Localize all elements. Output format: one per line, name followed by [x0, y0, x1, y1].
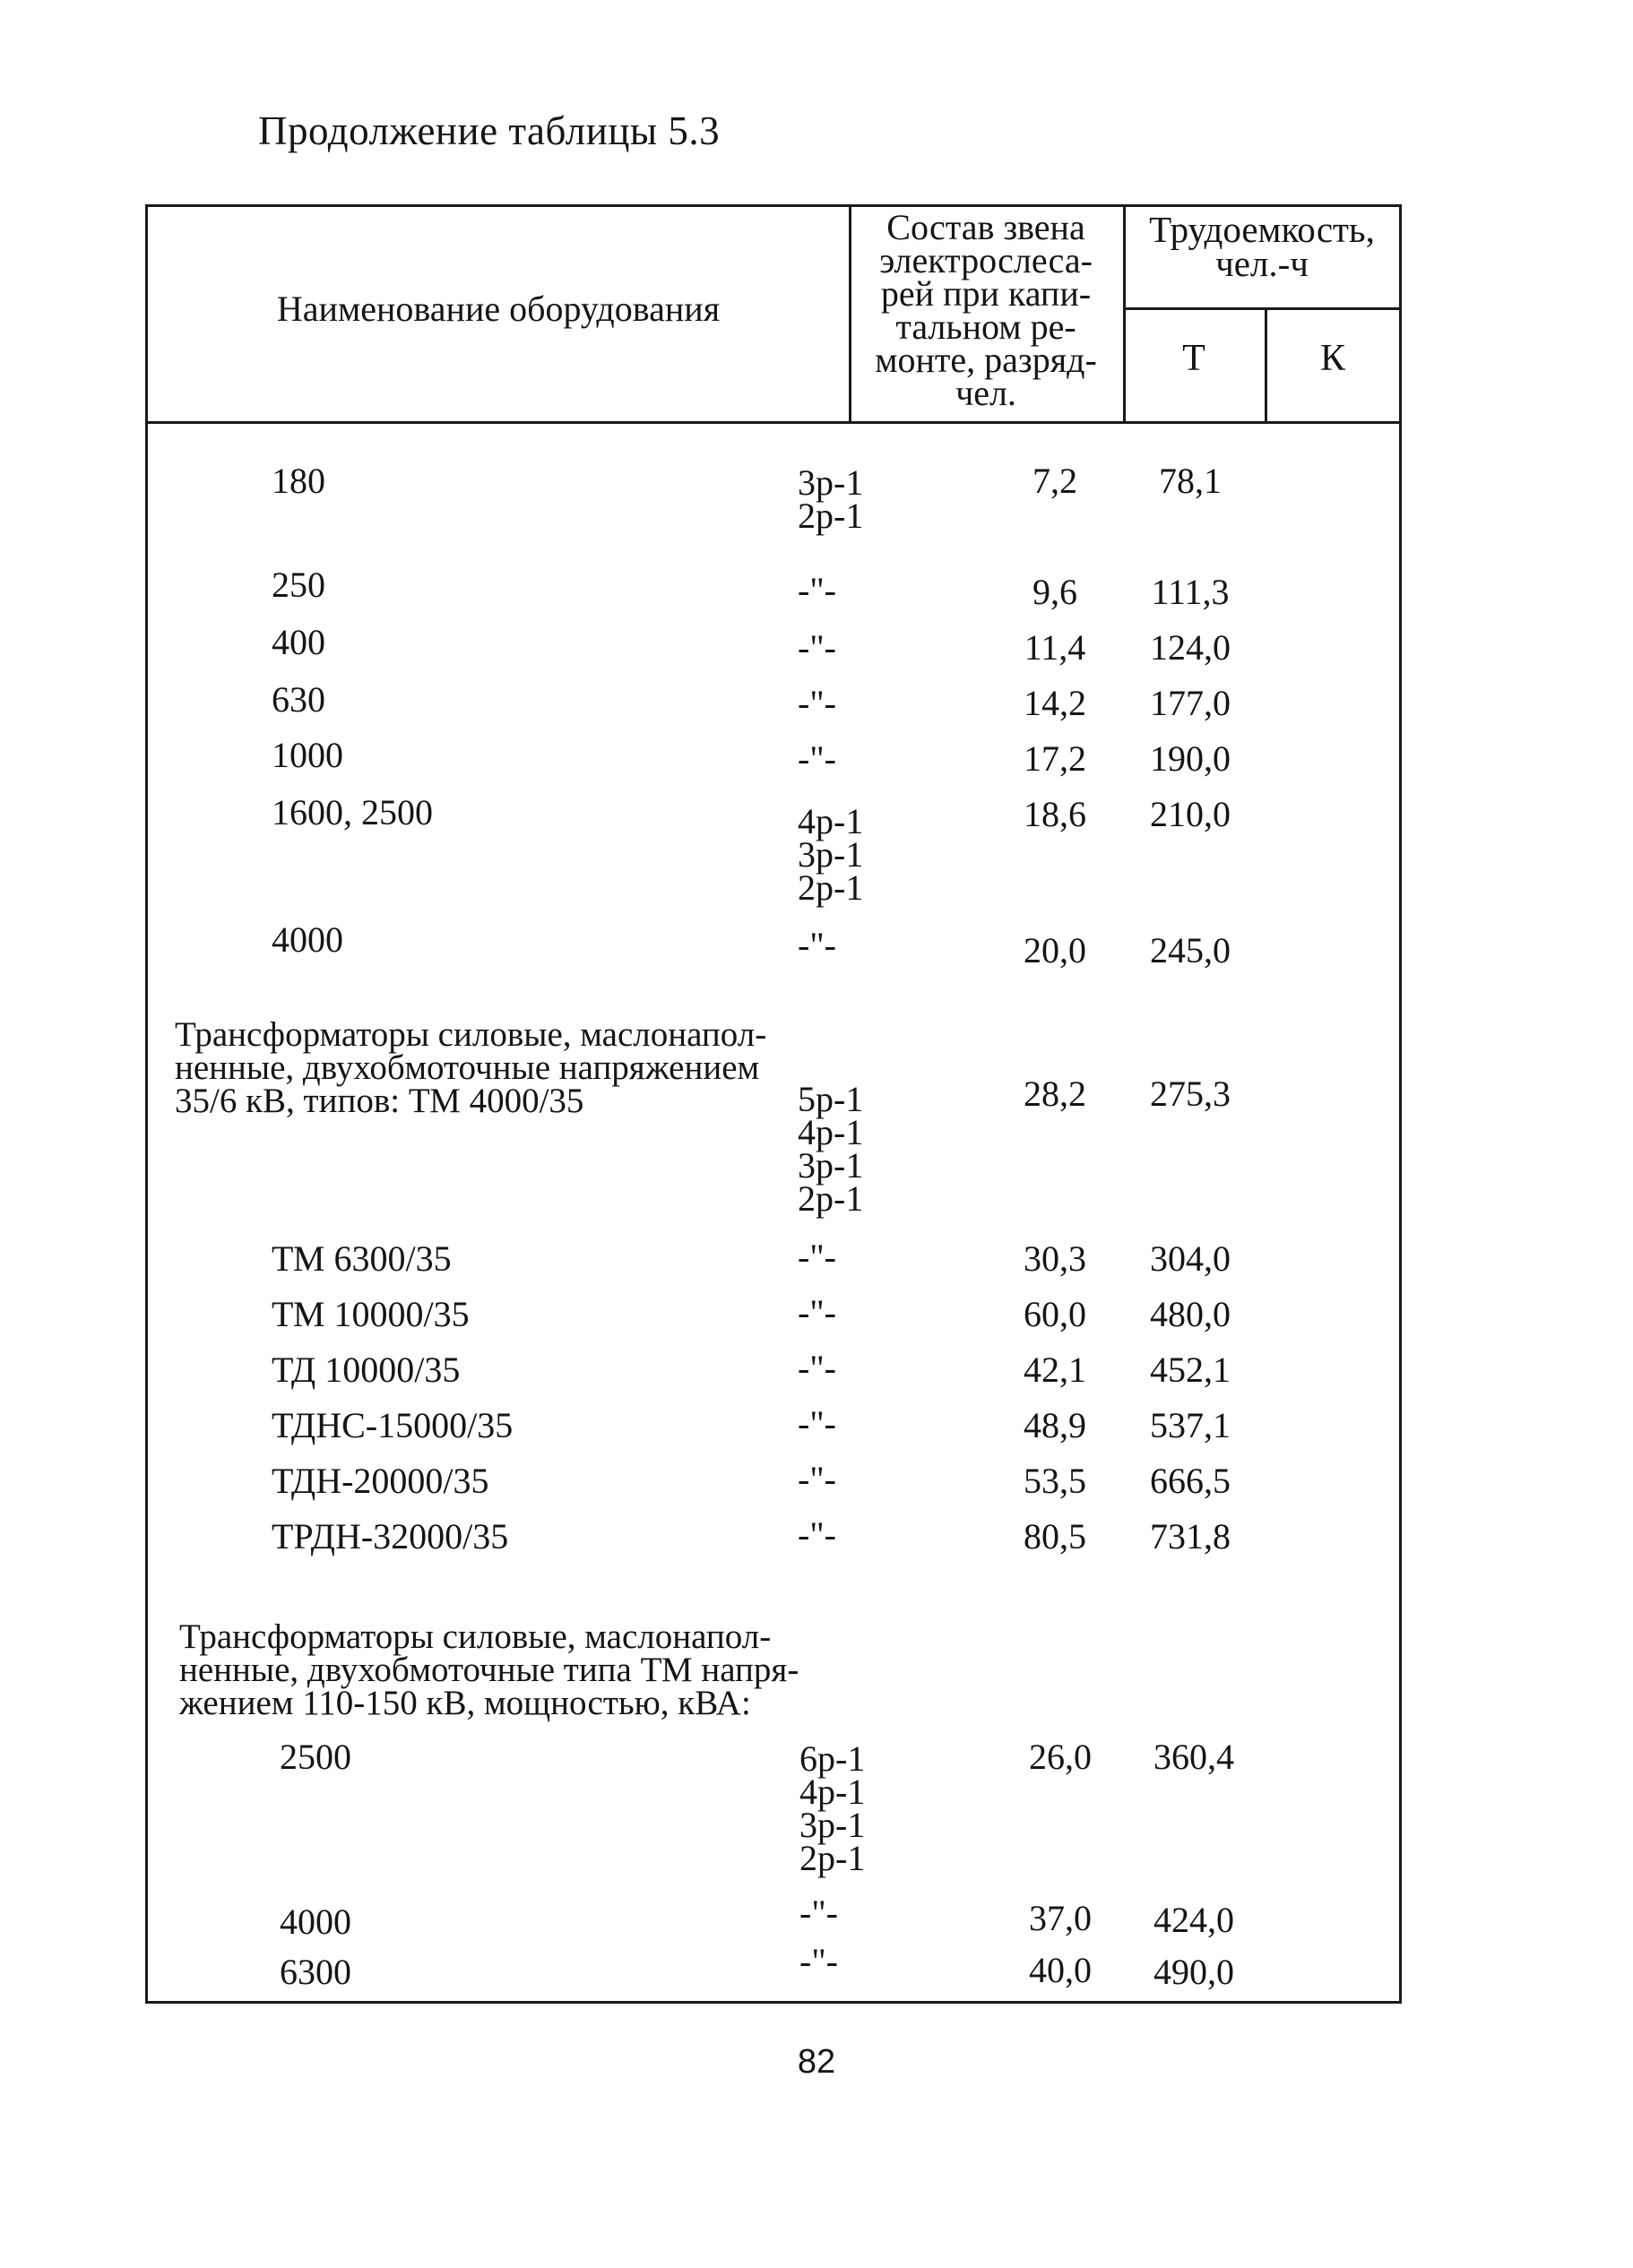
row-t-value: 14,2 [1024, 683, 1086, 723]
row-name: 4000 [280, 1901, 351, 1942]
row-composition [798, 801, 864, 908]
row-t-value: 37,0 [1029, 1898, 1092, 1938]
row-t-value: 48,9 [1024, 1405, 1086, 1445]
row-t-value: 53,5 [1024, 1461, 1086, 1501]
row-composition: -"- [798, 570, 836, 610]
row-composition: -"- [798, 627, 836, 668]
row-t-value: 7,2 [1033, 461, 1077, 501]
row-k-value: 210,0 [1150, 794, 1231, 834]
row-t-value: 9,6 [1033, 572, 1077, 612]
header-t: Т [1182, 338, 1205, 379]
row-name: 630 [272, 679, 325, 720]
row-t-value: 40,0 [1029, 1950, 1092, 1990]
row-composition: -"- [798, 1403, 836, 1444]
row-name: ТДНС-15000/35 [272, 1405, 514, 1445]
row-name: ТМ 6300/35 [272, 1238, 452, 1279]
header-comp-line: Состав звена [886, 207, 1085, 247]
table-caption: Продолжение таблицы 5.3 [258, 108, 721, 153]
row-composition: -"- [798, 683, 836, 723]
composition-line: 3р-1 [798, 462, 864, 503]
composition-line: 3р-1 [798, 1145, 864, 1186]
row-name: 4000 [272, 919, 343, 960]
row-k-value: 304,0 [1150, 1238, 1231, 1279]
row-k-value: 490,0 [1153, 1952, 1234, 1992]
row-composition [799, 1738, 866, 1878]
row-name: 250 [272, 565, 325, 605]
row-name: 1600, 2500 [272, 792, 433, 832]
row-t-value: 30,3 [1024, 1238, 1086, 1279]
header-comp-line: чел. [955, 373, 1016, 413]
row-k-value: 537,1 [1150, 1405, 1231, 1445]
row-k-value: 275,3 [1150, 1074, 1231, 1114]
composition-line: 2р-1 [798, 1178, 864, 1219]
row-k-value: 190,0 [1150, 738, 1231, 779]
composition-line: 4р-1 [798, 801, 864, 841]
page-number: 82 [797, 2043, 836, 2081]
row-name: 180 [272, 461, 325, 501]
row-t-value: 26,0 [1029, 1737, 1092, 1777]
header-crew-composition [849, 207, 1123, 413]
row-composition [798, 1079, 864, 1219]
row-k-value: 245,0 [1150, 930, 1231, 970]
row-composition [798, 462, 864, 536]
row-t-value: 17,2 [1024, 738, 1086, 779]
header-comp-line: рей при капи- [880, 273, 1092, 314]
composition-line: 5р-1 [798, 1079, 864, 1119]
row-name: ТД 10000/35 [272, 1350, 461, 1390]
header-equipment-name: Наименование оборудования [276, 289, 721, 329]
row-k-value: 177,0 [1150, 683, 1231, 723]
row-composition: -"- [798, 738, 836, 779]
row-name: 6300 [280, 1952, 351, 1992]
composition-line: 4р-1 [798, 1112, 864, 1152]
header-comp-line: тальном ре- [895, 306, 1076, 347]
row-k-value: 124,0 [1150, 627, 1231, 668]
row-name: 400 [272, 622, 325, 662]
composition-line: 2р-1 [798, 496, 864, 536]
row-name: ТДН-20000/35 [272, 1461, 489, 1501]
row-name: ТРДН-32000/35 [272, 1516, 509, 1557]
row-t-value: 20,0 [1024, 930, 1086, 970]
composition-line: 6р-1 [799, 1738, 866, 1779]
row-t-value: 11,4 [1024, 627, 1086, 668]
row-t-value: 18,6 [1024, 794, 1086, 834]
row-k-value: 360,4 [1153, 1737, 1234, 1777]
group-title-110kv: Трансформаторы силовые, маслонапол- ненные, двухобмоточные типа ТМ напря- жением 110-150 кВ, мощностью, кВА: [179, 1617, 799, 1722]
row-k-value: 666,5 [1150, 1461, 1231, 1501]
composition-line: 3р-1 [799, 1805, 866, 1845]
row-name: 2500 [280, 1737, 351, 1777]
header-labor-line: Трудоемкость, [1149, 209, 1375, 250]
row-composition: -"- [798, 1459, 836, 1499]
header-labor-intensity [1123, 209, 1401, 284]
composition-line: 3р-1 [798, 834, 864, 875]
row-k-value: 424,0 [1153, 1900, 1234, 1940]
header-bottom-rule [148, 421, 1401, 424]
row-composition: -"- [798, 1237, 836, 1277]
row-k-value: 452,1 [1150, 1350, 1231, 1390]
row-k-value: 480,0 [1150, 1294, 1231, 1334]
header-comp-line: электрослеса- [879, 240, 1093, 280]
labor-subheader-rule [1123, 307, 1401, 310]
composition-line: 2р-1 [798, 867, 864, 908]
row-composition: -"- [799, 1893, 838, 1933]
header-k: К [1319, 338, 1345, 379]
composition-line: 2р-1 [799, 1838, 866, 1878]
row-composition: -"- [798, 1348, 836, 1388]
group-title-35kv: Трансформаторы силовые, маслонапол- ненные, двухобмоточные напряжением 35/6 кВ, типов: ТМ 4000/35 [175, 1015, 767, 1120]
row-t-value: 60,0 [1024, 1294, 1086, 1334]
row-composition: -"- [798, 925, 836, 965]
row-t-value: 42,1 [1024, 1350, 1086, 1390]
row-k-value: 111,3 [1151, 572, 1230, 612]
row-composition: -"- [798, 1514, 836, 1555]
row-k-value: 78,1 [1159, 461, 1222, 501]
row-name: ТМ 10000/35 [272, 1294, 470, 1334]
row-k-value: 731,8 [1150, 1516, 1231, 1557]
row-composition: -"- [798, 1292, 836, 1332]
composition-line: 4р-1 [799, 1772, 866, 1812]
row-composition: -"- [799, 1941, 838, 1981]
row-t-value: 28,2 [1024, 1074, 1086, 1114]
header-labor-line: чел.-ч [1215, 243, 1309, 284]
row-t-value: 80,5 [1024, 1516, 1086, 1557]
row-name: 1000 [272, 735, 343, 775]
header-comp-line: монте, разряд- [875, 340, 1097, 380]
